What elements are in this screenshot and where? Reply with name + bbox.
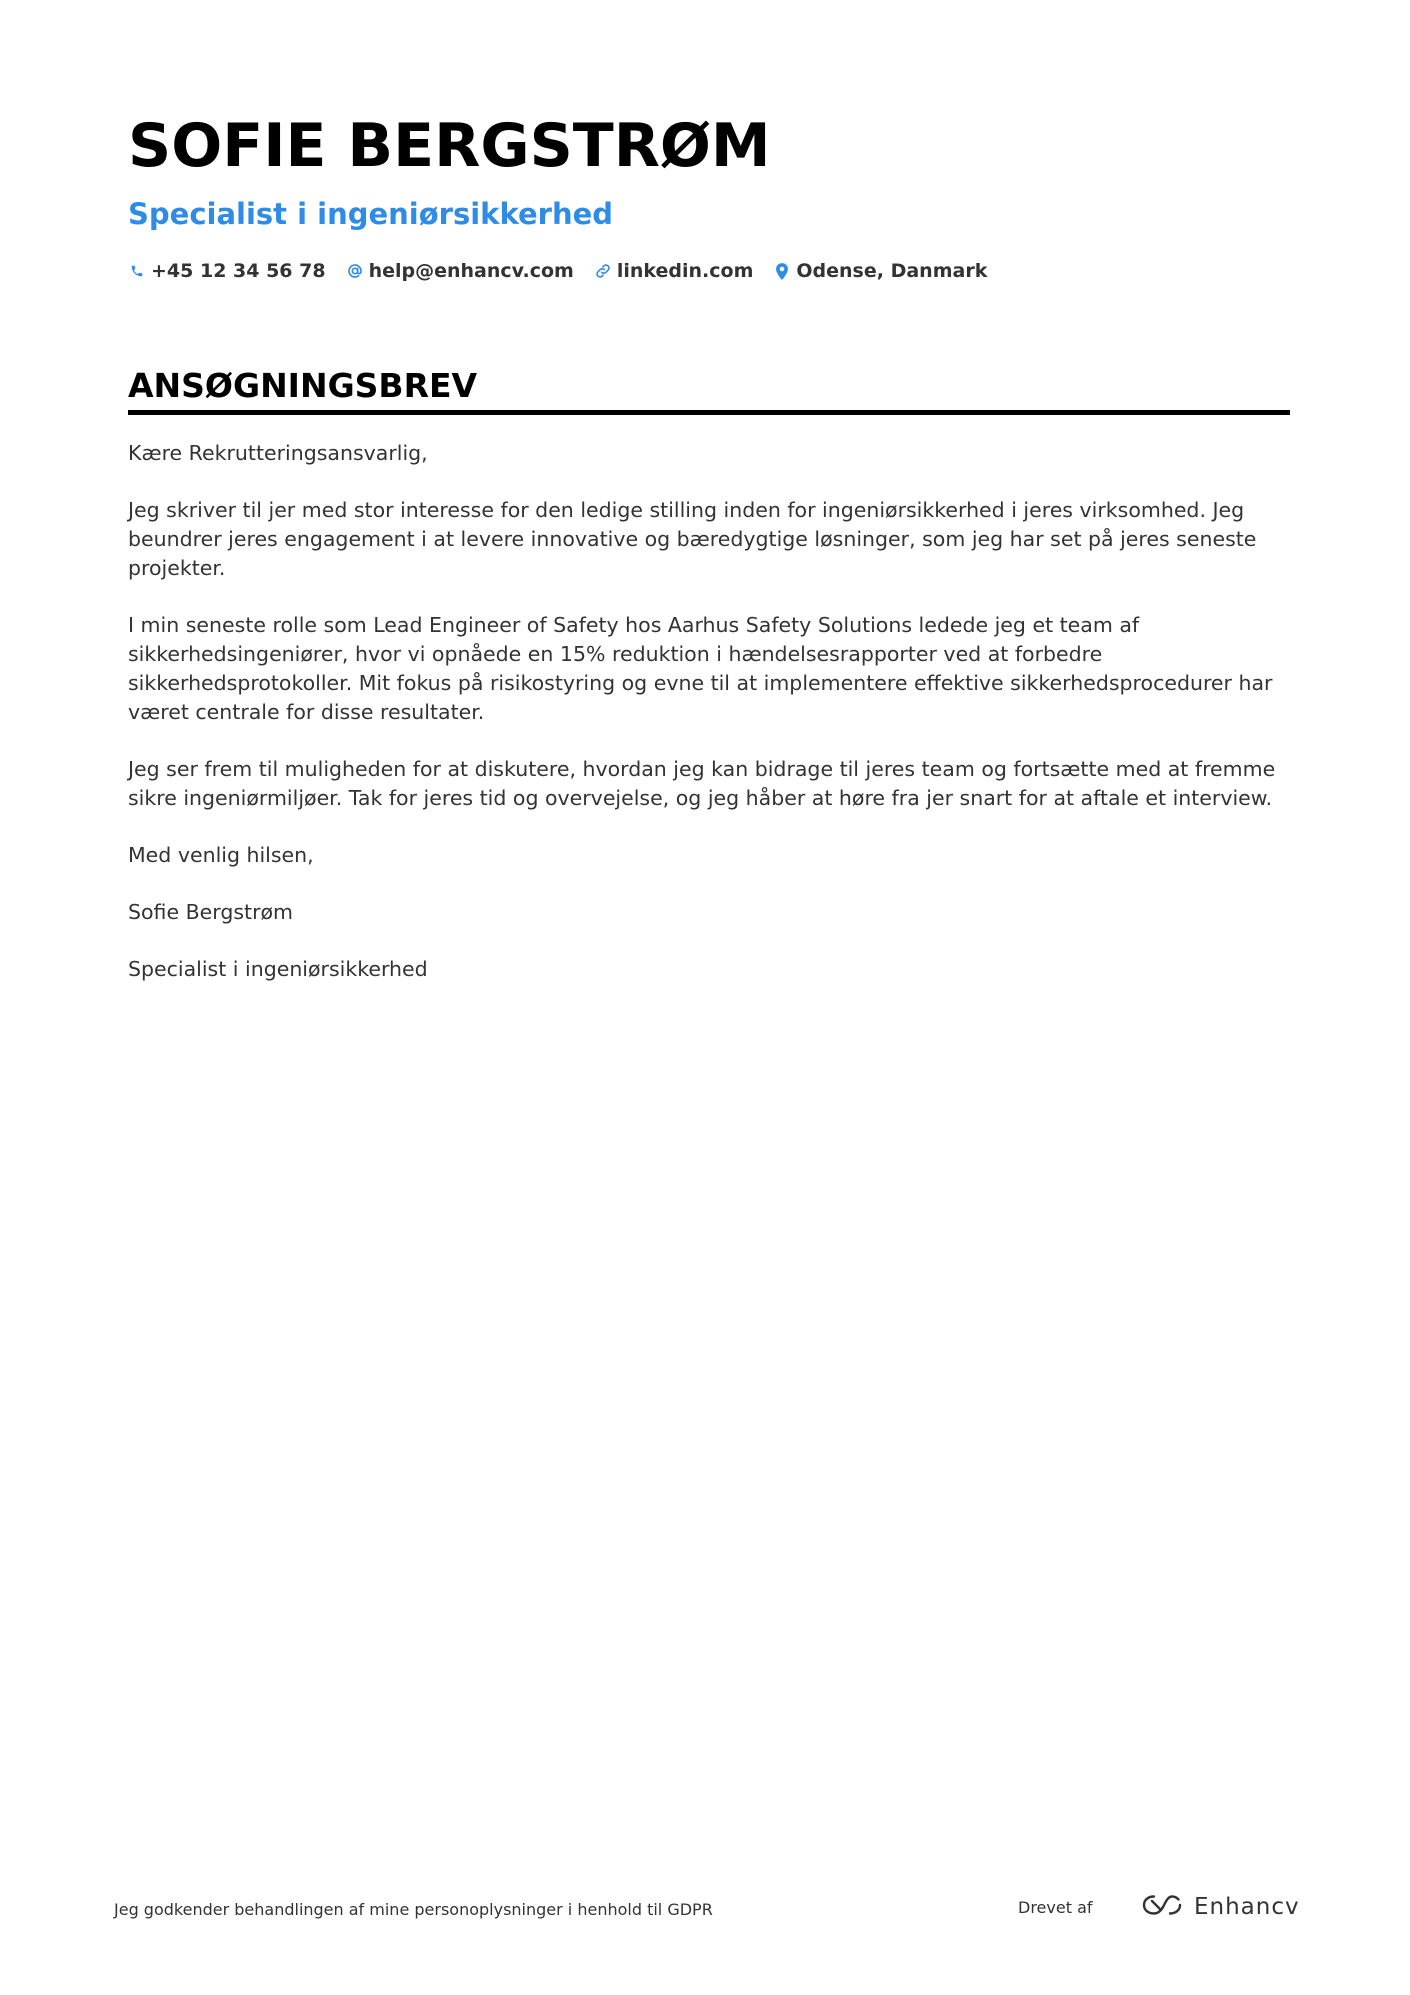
letter-body (128, 439, 1290, 984)
footer (0, 1890, 1410, 1930)
powered-by-label: Drevet af (1018, 1898, 1093, 1917)
contact-phone (128, 260, 326, 282)
phone-icon (128, 261, 146, 281)
email-address: help@enhancv.com (368, 260, 574, 282)
contact-location (773, 260, 987, 282)
applicant-name: SOFIE BERGSTRØM (128, 111, 771, 181)
phone-number: +45 12 34 56 78 (151, 260, 326, 282)
link-icon (594, 261, 612, 281)
section-title: ANSØGNINGSBREV (128, 366, 478, 405)
at-icon (346, 261, 364, 281)
enhancv-logo-icon (1138, 1892, 1186, 1922)
closing: Med venlig hilsen, (128, 843, 314, 867)
location-pin-icon (773, 261, 791, 281)
location: Odense, Danmark (796, 260, 988, 282)
enhancv-brand-name: Enhancv (1194, 1894, 1300, 1920)
linkedin-url: linkedin.com (616, 260, 754, 282)
contact-email (346, 260, 574, 282)
contact-linkedin (594, 260, 754, 282)
gdpr-consent-text: Jeg godkender behandlingen af mine personoplysninger i henhold til GDPR (114, 1900, 713, 1919)
signature-name: Sofie Bergstrøm (128, 900, 294, 924)
cover-letter-section (128, 364, 1290, 1012)
applicant-role: Specialist i ingeniørsikkerhed (128, 197, 614, 231)
letter-paragraph: I min seneste rolle som Lead Engineer of Safety hos Aarhus Safety Solutions ledede jeg et team af sikkerhedsingeniører, hvor vi opnåede en 15% reduktion i hændelsesrapporter ved at forbedre sikkerhedsprotokoller. Mit fokus på risikostyring og evne til at implementere effektive sikkerhedsprocedurer har været centrale for disse resultater. (128, 613, 1273, 724)
salutation: Kære Rekrutteringsansvarlig, (128, 441, 428, 465)
letter-paragraph: Jeg skriver til jer med stor interesse for den ledige stilling inden for ingeniørsikkerhed i jeres virksomhed. Jeg beundrer jeres engagement i at levere innovative og bæredygtige løsninger, som jeg har set på jeres seneste projekter. (128, 498, 1257, 580)
enhancv-logo[interactable] (1138, 1892, 1300, 1922)
signature-title: Specialist i ingeniørsikkerhed (128, 957, 428, 981)
letter-paragraph: Jeg ser frem til muligheden for at diskutere, hvordan jeg kan bidrage til jeres team og fortsætte med at fremme sikre ingeniørmiljøer. Tak for jeres tid og overvejelse, og jeg håber at høre fra jer snart for at aftale et interview. (128, 757, 1276, 810)
contact-row (128, 256, 1288, 286)
section-divider (128, 410, 1290, 415)
header (128, 108, 1288, 286)
